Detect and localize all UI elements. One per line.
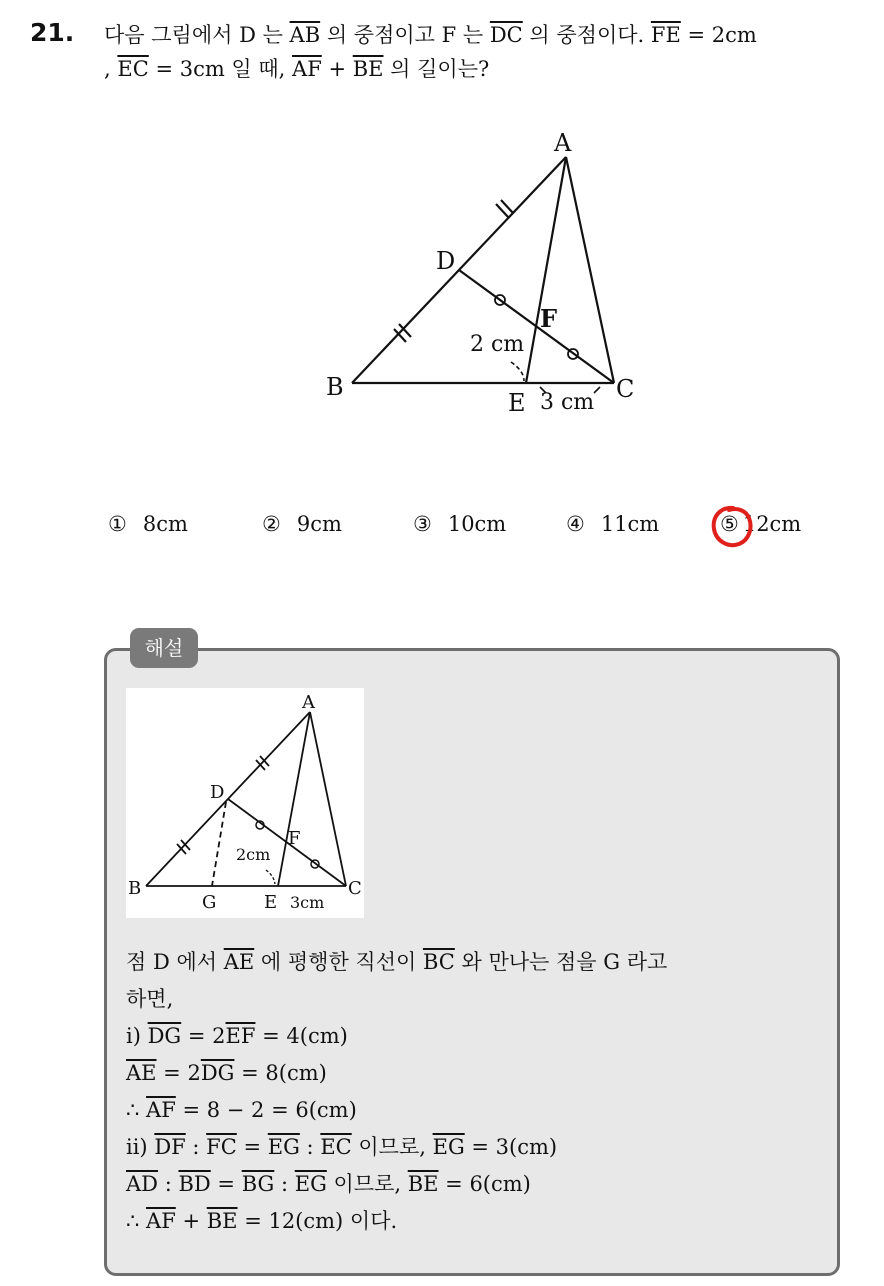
solution-figure [126, 688, 364, 918]
measure-arc [511, 362, 524, 381]
segment-dc-line [459, 270, 614, 383]
q-text-2: 의 중점이고 F 는 [320, 23, 490, 47]
red-circle-stroke [714, 508, 751, 545]
q-text-3: 의 중점이다. [522, 23, 651, 47]
segment-ae: $\overline{AE}$ [126, 1061, 157, 1085]
q-text-7: + [321, 57, 353, 81]
segment-ec: $\overline{EC}$ [117, 57, 149, 81]
label-length-fe: 2cm [236, 845, 271, 864]
sol-text: = 6(cm) [438, 1172, 531, 1196]
label-c: C [348, 878, 362, 899]
sol-text: = 4(cm) [255, 1024, 348, 1048]
choice-number: ② [262, 512, 281, 536]
sol-text: : [158, 1172, 179, 1196]
question-text [104, 18, 864, 86]
q-text-1: 다음 그림에서 D 는 [104, 23, 290, 47]
solution-line-1 [126, 944, 826, 981]
segment-ef: $\overline{EF}$ [225, 1024, 256, 1048]
segment-af: $\overline{AF}$ [146, 1209, 176, 1233]
sol-text: = 2 [181, 1024, 226, 1048]
sol-text: = [236, 1135, 268, 1159]
segment-bc: $\overline{BC}$ [422, 950, 455, 974]
segment-eg: $\overline{EG}$ [294, 1172, 327, 1196]
label-e: E [264, 892, 278, 913]
solution-tag: 해설 [130, 628, 198, 668]
choice-3[interactable] [413, 512, 506, 536]
q-text-5: , [104, 57, 118, 81]
choice-label: 9cm [296, 512, 342, 536]
choice-label: 8cm [142, 512, 188, 536]
q-text-4: = 2cm [680, 23, 757, 47]
choice-number: ③ [413, 512, 432, 536]
sol-text: = 2 [156, 1061, 201, 1085]
segment-dg: $\overline{DG}$ [200, 1061, 235, 1085]
label-length-ec: 3 cm [540, 390, 595, 415]
sol-text: 에 평행한 직선이 [254, 950, 423, 974]
sol-text: = 8(cm) [234, 1061, 327, 1085]
segment-bd: $\overline{BD}$ [178, 1172, 211, 1196]
label-b: B [326, 373, 344, 401]
sol-text: = 3(cm) [464, 1135, 558, 1159]
choice-number: ⑤ [720, 512, 739, 536]
sol-text: ∴ [126, 1098, 147, 1122]
segment-af: $\overline{AF}$ [146, 1098, 176, 1122]
sol-text: 점 D 에서 [126, 950, 224, 974]
label-d: D [210, 782, 225, 803]
segment-ec: $\overline{EC}$ [320, 1135, 352, 1159]
sol-text: : [185, 1135, 207, 1159]
sol-text: = 12(cm) 이다. [237, 1209, 398, 1233]
solution-line-6 [126, 1129, 826, 1166]
label-c: C [616, 375, 635, 403]
label-e: E [508, 389, 526, 417]
sol-text: 이므로, [351, 1135, 433, 1159]
segment-dg: $\overline{DG}$ [147, 1024, 182, 1048]
sol-text: : [274, 1172, 295, 1196]
segment-ab: $\overline{AB}$ [289, 23, 321, 47]
q-text-6: = 3cm 일 때, [148, 57, 293, 81]
q-text-8: 의 길이는? [383, 57, 490, 81]
label-a: A [554, 129, 572, 157]
segment-eg: $\overline{EG}$ [267, 1135, 300, 1159]
choice-number: ① [108, 512, 127, 536]
solution-line-8 [126, 1203, 826, 1240]
answer-choices [108, 512, 828, 546]
sol-text: 하면, [126, 987, 174, 1011]
triangle-figure [310, 125, 650, 425]
label-length-fe: 2 cm [470, 332, 525, 357]
choice-5[interactable] [720, 512, 801, 536]
selected-circle-mark [710, 504, 756, 550]
label-length-ec: 3cm [290, 893, 325, 912]
solution-text [126, 944, 826, 1240]
solution-line-5 [126, 1092, 826, 1129]
segment-ae: $\overline{AE}$ [223, 950, 255, 974]
segment-fc: $\overline{FC}$ [206, 1135, 237, 1159]
choice-number: ④ [566, 512, 585, 536]
segment-eg: $\overline{EG}$ [432, 1135, 465, 1159]
choice-1[interactable] [108, 512, 188, 536]
label-f: F [288, 828, 301, 849]
solution-line-4 [126, 1055, 826, 1092]
label-f: F [540, 304, 558, 333]
sol-text: ∴ [126, 1209, 147, 1233]
sol-text: = [210, 1172, 242, 1196]
measure-tick [594, 387, 600, 393]
segment-af: $\overline{AF}$ [292, 57, 322, 81]
question-number: 21. [30, 18, 75, 47]
sol-text: = 8 − 2 = 6(cm) [175, 1098, 357, 1122]
segment-ae-line [526, 157, 566, 383]
segment-be: $\overline{BE}$ [352, 57, 384, 81]
label-b: B [128, 878, 142, 899]
segment-df: $\overline{DF}$ [154, 1135, 186, 1159]
sol-text: 와 만나는 점을 G 라고 [454, 950, 668, 974]
segment-bg: $\overline{BG}$ [241, 1172, 275, 1196]
choice-2[interactable] [262, 512, 342, 536]
label-g: G [202, 892, 217, 913]
segment-fe: $\overline{FE}$ [650, 23, 681, 47]
solution-line-2 [126, 981, 826, 1018]
label-a: A [302, 692, 315, 713]
sol-text: ⅱ) [126, 1135, 155, 1159]
choice-4[interactable] [566, 512, 659, 536]
sol-text: : [299, 1135, 321, 1159]
solution-line-7 [126, 1166, 826, 1203]
label-d: D [436, 247, 456, 275]
choice-label: 10cm [447, 512, 507, 536]
sol-text: ⅰ) [126, 1024, 148, 1048]
choice-label: 11cm [600, 512, 660, 536]
choice-label: 12cm [742, 512, 802, 536]
segment-be: $\overline{BE}$ [407, 1172, 439, 1196]
solution-line-3 [126, 1018, 826, 1055]
segment-be: $\overline{BE}$ [206, 1209, 238, 1233]
segment-dc: $\overline{DC}$ [489, 23, 523, 47]
segment-ad: $\overline{AD}$ [126, 1172, 159, 1196]
sol-text: + [175, 1209, 207, 1233]
sol-text: 이므로, [326, 1172, 408, 1196]
